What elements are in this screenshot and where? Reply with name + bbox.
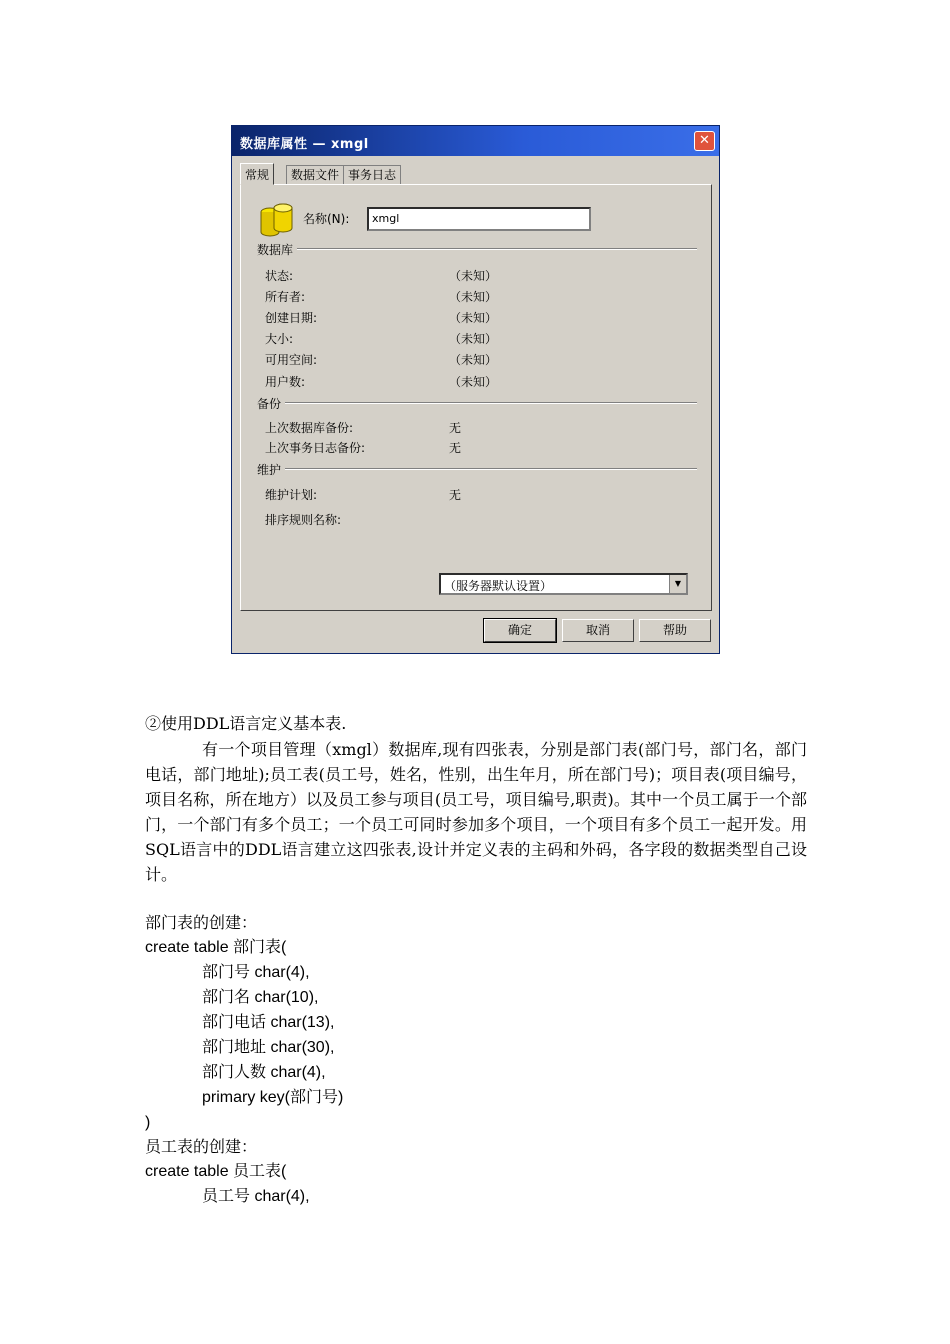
section-database <box>257 241 697 255</box>
owner-label: 所有者: <box>265 290 306 304</box>
size-label: 大小: <box>265 332 294 346</box>
section-backup-title: 备份 <box>257 395 285 412</box>
dept-field-line: 部门号 char(4), <box>202 964 310 981</box>
section-heading: ②使用DDL语言定义基本表. <box>145 714 347 733</box>
free-space-label: 可用空间: <box>265 353 318 367</box>
general-tab-panel <box>240 184 712 611</box>
last-log-backup-label: 上次事务日志备份: <box>265 441 366 455</box>
free-space-value: （未知） <box>449 353 498 367</box>
dialog-titlebar <box>232 126 719 156</box>
collation-select[interactable] <box>439 573 688 595</box>
dept-table-heading: 部门表的创建： <box>145 913 258 932</box>
collation-select-value: （服务器默认设置） <box>444 579 553 593</box>
tab-transaction-log[interactable]: 事务日志 <box>343 165 401 184</box>
database-cylinders-icon <box>259 200 295 240</box>
dept-primary-key-line: primary key(部门号) <box>202 1089 344 1106</box>
created-date-value: （未知） <box>449 311 498 325</box>
last-db-backup-value: 无 <box>449 421 462 435</box>
tab-general[interactable]: 常规 <box>240 163 274 185</box>
dept-field-line: 部门人数 char(4), <box>202 1064 326 1081</box>
chevron-down-icon[interactable]: ▼ <box>669 575 686 593</box>
ok-button[interactable]: 确定 <box>484 619 556 642</box>
section-maintenance-title: 维护 <box>257 461 285 478</box>
database-properties-dialog <box>231 125 720 654</box>
emp-table-heading: 员工表的创建： <box>145 1137 258 1156</box>
emp-create-statement: create table 员工表( <box>145 1163 287 1180</box>
dept-close-paren: ) <box>145 1114 151 1131</box>
collation-label: 排序规则名称: <box>265 513 342 527</box>
user-count-value: （未知） <box>449 375 498 389</box>
section-database-title: 数据库 <box>257 241 297 258</box>
last-db-backup-label: 上次数据库备份: <box>265 421 354 435</box>
maintenance-plan-value: 无 <box>449 488 462 502</box>
dept-field-line: 部门电话 char(13), <box>202 1014 335 1031</box>
dialog-title: 数据库属性 — xmgl <box>240 137 369 152</box>
section-backup <box>257 395 697 409</box>
maintenance-plan-label: 维护计划: <box>265 488 318 502</box>
help-button[interactable]: 帮助 <box>639 619 711 642</box>
dept-field-line: 部门地址 char(30), <box>202 1039 335 1056</box>
dept-field-line: 部门名 char(10), <box>202 989 319 1006</box>
dept-create-statement: create table 部门表( <box>145 939 287 956</box>
tab-data-files[interactable]: 数据文件 <box>286 165 344 184</box>
last-log-backup-value: 无 <box>449 441 462 455</box>
owner-value: （未知） <box>449 290 498 304</box>
cancel-button[interactable]: 取消 <box>562 619 634 642</box>
name-label: 名称(N): <box>303 212 350 226</box>
status-value: （未知） <box>449 269 498 283</box>
close-icon[interactable]: ✕ <box>694 131 715 151</box>
task-description-paragraph: 有一个项目管理（xmgl）数据库,现有四张表，分别是部门表(部门号，部门名，部门电话，部门地址);员工表(员工号，姓名，性别，出生年月，所在部门号)；项目表(项目编号，项目名称，所在地方）以及员工参与项目(员工号，项目编号,职责)。其中一个员工属于一个部门，一个部门有多个员工；一个员工可同时参加多个项目，一个项目有多个员工一起开发。用SQL语言中的DDL语言建立这四张表,设计并定义表的主码和外码，各字段的数据类型自己设计。 <box>145 740 807 884</box>
emp-field-line: 员工号 char(4), <box>202 1188 310 1205</box>
name-input[interactable]: xmgl <box>367 207 591 231</box>
user-count-label: 用户数: <box>265 375 306 389</box>
status-label: 状态: <box>265 269 294 283</box>
section-maintenance <box>257 461 697 475</box>
created-date-label: 创建日期: <box>265 311 318 325</box>
size-value: （未知） <box>449 332 498 346</box>
